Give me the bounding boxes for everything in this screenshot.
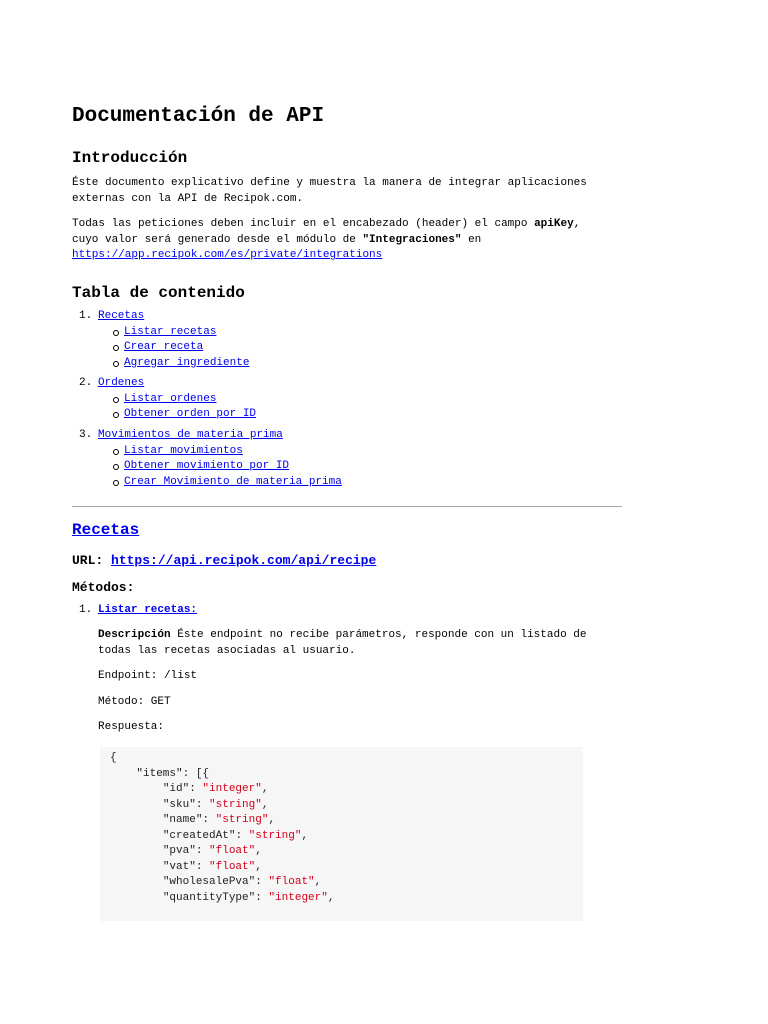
url-label: URL:: [72, 553, 104, 568]
toc-link-obtener-movimiento[interactable]: Obtener movimiento por ID: [124, 460, 290, 473]
code-key: "sku": [162, 798, 196, 811]
page-title: Documentación de API: [72, 105, 325, 128]
description-label: Descripción: [98, 629, 171, 641]
toc-subitem: [98, 392, 624, 408]
code-value: "string": [215, 814, 269, 826]
endpoint-text: Endpoint: /list: [98, 670, 198, 682]
http-method-text: Método: GET: [98, 696, 171, 708]
toc-sublist: [98, 392, 624, 423]
integrations-term: "Integraciones": [362, 233, 462, 246]
toc-subitem: [98, 444, 624, 460]
section-divider: [72, 506, 622, 507]
code-value: "float": [209, 845, 256, 857]
toc-link-crear-receta[interactable]: Crear receta: [124, 341, 204, 354]
toc-item-recetas: [72, 309, 624, 376]
toc-link-ordenes[interactable]: Ordenes: [98, 377, 145, 389]
intro-p2-text-a: Todas las peticiones deben incluir en el encabezado (header) el campo: [72, 218, 535, 230]
toc-list: [72, 309, 624, 490]
method-link-listar-recetas[interactable]: Listar recetas:: [98, 604, 198, 616]
recetas-api-url-link[interactable]: https://api.recipok.com/api/recipe: [111, 553, 377, 568]
code-key: "pva": [162, 845, 196, 857]
toc-sublist: [98, 325, 624, 372]
toc-number: 2.: [79, 377, 93, 389]
toc-item-ordenes: [72, 376, 624, 428]
intro-p2-text-c: en: [461, 233, 482, 246]
toc-subitem: [98, 356, 624, 372]
toc-link-crear-movimiento[interactable]: Crear Movimiento de materia prima: [124, 475, 342, 488]
toc-link-obtener-orden[interactable]: Obtener orden por ID: [124, 408, 257, 421]
code-key: "name": [162, 814, 203, 826]
toc-number: 1.: [79, 310, 93, 322]
toc-link-agregar-ingrediente[interactable]: Agregar ingrediente: [124, 356, 250, 369]
intro-heading: Introducción: [72, 149, 188, 167]
toc-link-listar-movimientos[interactable]: Listar movimientos: [124, 444, 243, 457]
code-value: "string": [248, 829, 302, 842]
toc-subitem: [98, 340, 624, 356]
method-description: [98, 628, 598, 659]
code-punct: : [{: [182, 767, 210, 780]
code-value: "float": [209, 860, 256, 873]
code-key: "wholesalePva": [162, 876, 256, 888]
response-code-block: { "items": [{ "id": "integer", "sku": "string", "name": "string", "createdAt": "string", "pva": "float", "vat": "float", "wholesalePva": "float", "quantityType": "integer",: [100, 747, 583, 921]
code-key: "createdAt": [162, 829, 236, 842]
intro-p2-text-b: , cuyo valor será generado desde el módulo de: [72, 218, 581, 246]
toc-link-listar-recetas[interactable]: Listar recetas: [124, 325, 217, 338]
toc-link-listar-ordenes[interactable]: Listar ordenes: [124, 392, 217, 405]
recetas-heading-link[interactable]: Recetas: [72, 521, 140, 539]
recetas-url-line: [72, 552, 376, 570]
description-text: Éste endpoint no recibe parámetros, responde con un listado de todas las recetas asociadas al usuario.: [98, 629, 587, 657]
toc-subitem: [98, 325, 624, 341]
toc-number: 3.: [79, 429, 93, 441]
toc-link-movimientos[interactable]: Movimientos de materia prima: [98, 429, 283, 441]
toc-subitem: [98, 407, 624, 423]
code-line: {: [110, 752, 117, 764]
toc-heading: Tabla de contenido: [72, 284, 245, 302]
integrations-link[interactable]: https://app.recipok.com/es/private/integrations: [72, 249, 383, 262]
response-label: Respuesta:: [98, 721, 165, 733]
intro-paragraph-1: Éste documento explicativo define y muestra la manera de integrar aplicaciones externas con la API de Recipok.com.: [72, 177, 587, 205]
code-value: "float": [268, 876, 315, 888]
method-number: 1.: [79, 604, 93, 616]
code-key: "quantityType": [162, 891, 256, 904]
toc-link-recetas[interactable]: Recetas: [98, 310, 145, 322]
toc-subitem: [98, 459, 624, 475]
code-key: "vat": [162, 860, 196, 873]
api-key-term: apiKey: [534, 218, 574, 230]
code-key: "id": [162, 783, 190, 795]
toc-subitem: [98, 475, 624, 491]
code-value: "integer": [268, 891, 328, 904]
code-value: "integer": [202, 783, 262, 795]
intro-paragraph-2: [72, 217, 612, 264]
methods-heading: Métodos:: [72, 580, 135, 595]
toc-sublist: [98, 444, 624, 491]
recetas-heading: [72, 520, 139, 540]
toc-item-movimientos: [72, 428, 624, 490]
code-key: "items": [136, 767, 183, 780]
code-value: "string": [209, 798, 262, 811]
